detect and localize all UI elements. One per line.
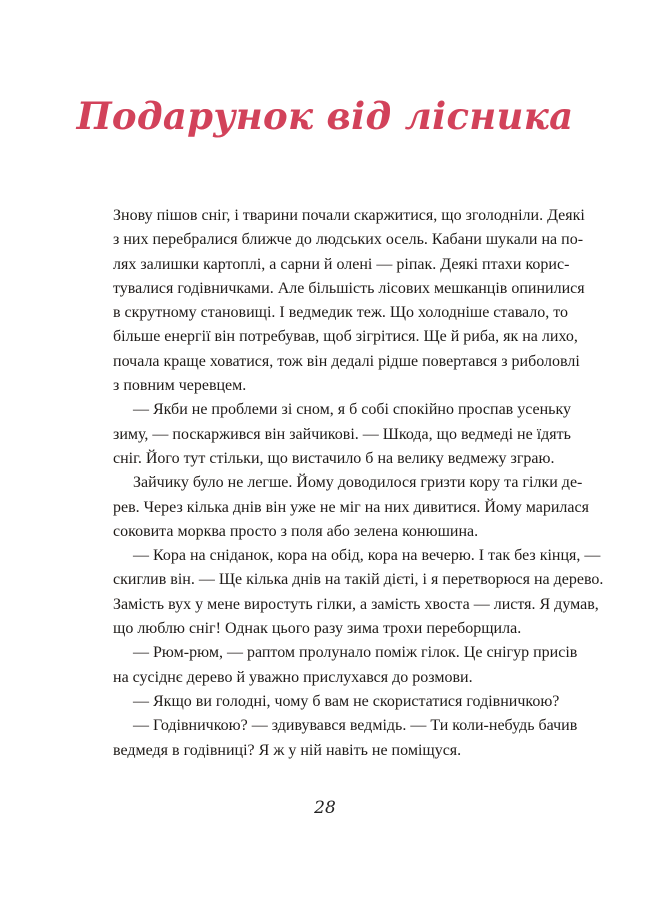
text-line: почала краще ховатися, тож він дедалі рідше повертався з риболовлі — [113, 352, 580, 370]
text-line: — Якщо ви голодні, чому б вам не скористатися годівничкою? — [133, 692, 560, 710]
text-line: лях залишки картоплі, а сарни й олені — ріпак. Деякі птахи корис- — [113, 255, 570, 273]
text-line: соковита морква просто з поля або зелена конюшина. — [113, 522, 479, 540]
text-line: — Рюм-рюм, — раптом пролунало поміж гілок. Це снігур присів — [133, 644, 578, 662]
text-line: Знову пішов сніг, і тварини почали скаржитися, що зголодніли. Деякі — [113, 207, 585, 224]
text-line: — Годівничкою? — здивувався ведмідь. — Ти коли-небудь бачив — [133, 717, 578, 735]
text-line: — Якби не проблеми зі сном, я б собі спокійно проспав усеньку — [133, 401, 572, 419]
text-line: ведмедя в годівниці? Я ж у ній навіть не поміщуся. — [113, 741, 462, 759]
body-text — [113, 204, 604, 763]
text-line: з повним черевцем. — [113, 377, 247, 395]
text-line: зиму, — поскаржився він зайчикові. — Шкода, що ведмеді не їдять — [113, 425, 571, 443]
text-line: рев. Через кілька днів він уже не міг на них дивитися. Йому марилася — [113, 498, 589, 516]
text-line: — Кора на сніданок, кора на обід, кора на вечерю. І так без кінця, — — [133, 547, 601, 565]
chapter-title: Подарунок від лісника — [76, 94, 574, 138]
text-line: в скрутному становищі. І ведмедик теж. Що холодніше ставало, то — [113, 304, 569, 322]
text-line: на сусіднє дерево й уважно прислухався до розмови. — [113, 668, 473, 686]
text-line: Зайчику було не легше. Йому доводилося гризти кору та гілки де- — [133, 474, 583, 492]
text-line: з них перебралися ближче до людських осель. Кабани шукали на по- — [113, 231, 584, 249]
text-line: скиглив він. — Ще кілька днів на такій дієті, і я перетворюся на дерево. — [113, 571, 604, 589]
text-line: тувалися годівничками. Але більшість лісових мешканців опинилися — [113, 279, 585, 297]
text-line: більше енергії він потребував, щоб зігрітися. Ще й риба, як на лихо, — [113, 328, 578, 346]
page-number: 28 — [314, 798, 336, 818]
text-line: Замість вух у мене виростуть гілки, а замість хвоста — листя. Я думав, — [113, 595, 599, 613]
text-line: сніг. Його тут стільки, що вистачило б на велику ведмежу зграю. — [113, 449, 555, 467]
text-line: що люблю сніг! Однак цього разу зима трохи переборщила. — [113, 620, 522, 638]
